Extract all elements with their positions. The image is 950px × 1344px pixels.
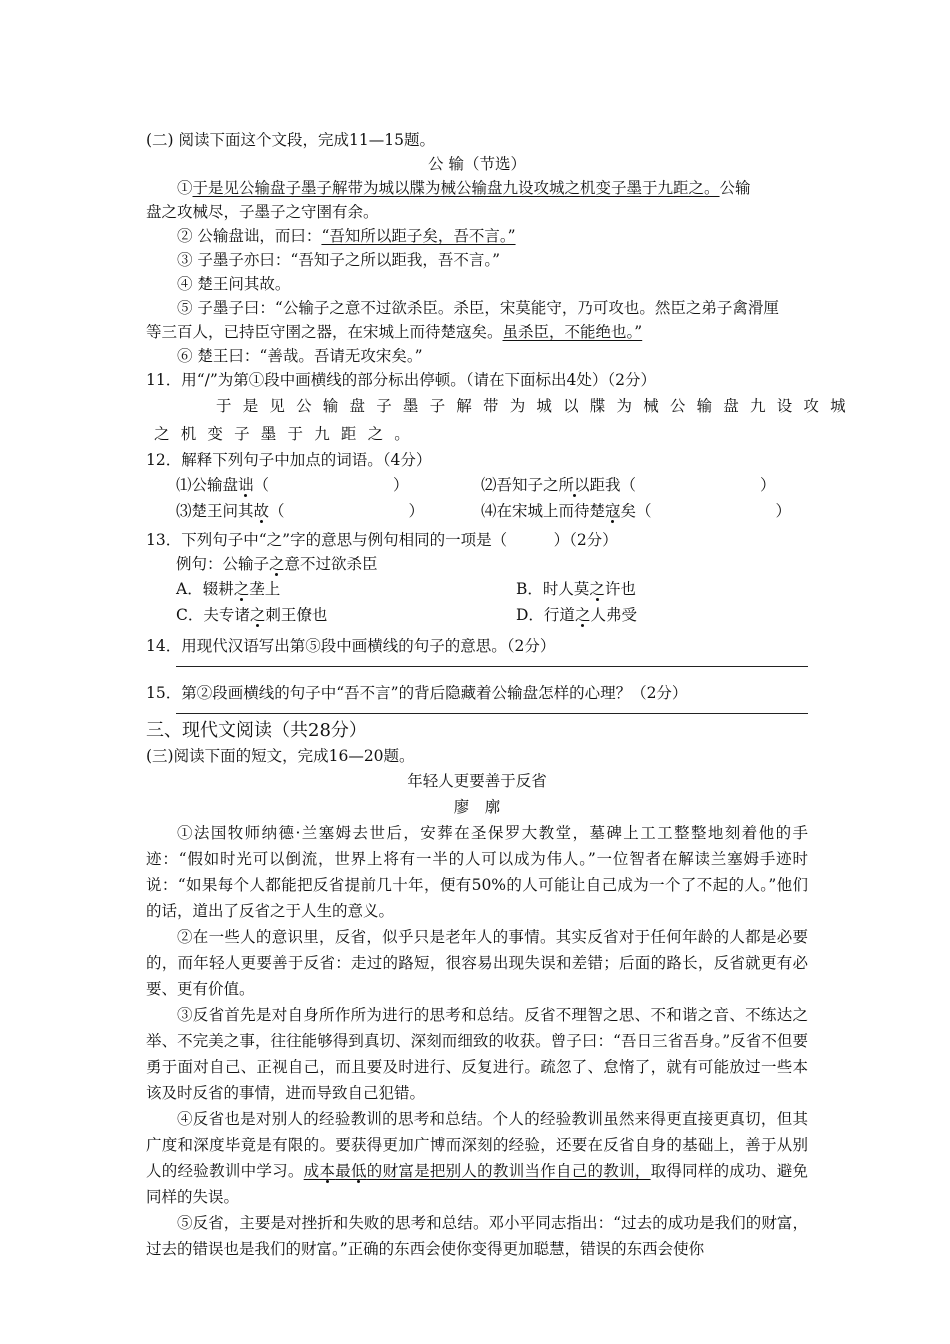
q11-text-line1: 于是见公输盘子墨子解带为城以牒为械公输盘九设攻城 bbox=[216, 397, 857, 415]
part3-intro: (三)阅读下面的短文，完成16—20题。 bbox=[146, 747, 415, 765]
q13-example: 例句：公输子之意不过欲杀臣 bbox=[176, 555, 378, 573]
classical-p1-line1: ①于是见公输盘子墨子解带为城以牒为械公输盘九设攻城之机变子墨于九距之。公输 bbox=[177, 179, 751, 197]
modern-p1: ①法国牧师纳德·兰塞姆去世后，安葬在圣保罗大教堂，墓碑上工工整整地刻着他的手迹：“假如时光可以倒流，世界上将有一半的人可以成为伟人。”一位智者在解读兰塞姆手迹时说：“如果每个人都能把反省提前几十年，便有50%的人可能让自己成为一个了不起的人。”他们的话，道出了反省之于人生的意义。 bbox=[146, 824, 808, 920]
q13-option-a: A．辍耕之垄上 bbox=[176, 580, 281, 598]
q14-answer-line[interactable] bbox=[176, 666, 808, 667]
q13-row1 bbox=[146, 576, 808, 602]
question-14: 14．用现代汉语写出第⑤段中画横线的句子的意思。（2分） bbox=[146, 637, 556, 655]
modern-p3: ③反省首先是对自身所作所为进行的思考和总结。反省不理智之思、不和谐之音、不练达之举、不完美之事，往往能够得到真切、深刻而细致的收获。曾子曰：“吾日三省吾身。”反省不但要勇于面对自己、正视自己，而且要及时进行、反复进行。疏忽了、怠惰了，就有可能放过一些本该及时反省的事情，进而导致自己犯错。 bbox=[146, 1006, 808, 1102]
p4-underlined-sentence: 成本最低的财富是把别人的教训当作自己的教训， bbox=[303, 1162, 651, 1180]
modern-title: 年轻人更要善于反省 bbox=[407, 772, 547, 790]
modern-p2: ②在一些人的意识里，反省，似乎只是老年人的事情。其实反省对于任何年龄的人都是必要的，而年轻人更要善于反省：走过的路短，很容易出现失误和差错；后面的路长，反省就更有必要、更有价值。 bbox=[146, 928, 808, 998]
question-12: 12．解释下列句子中加点的词语。（4分） bbox=[146, 451, 432, 469]
exam-page bbox=[146, 128, 857, 1262]
classical-p5-line2: 等三百人，已持臣守圉之器，在宋城上而待楚寇矣。虽杀臣，不能绝也。” bbox=[146, 323, 643, 341]
section-3-heading: 三、现代文阅读（共28分） bbox=[146, 720, 367, 741]
classical-p4: ④ 楚王问其故。 bbox=[177, 275, 291, 293]
p5-underlined-sentence: 虽杀臣，不能绝也。” bbox=[502, 323, 643, 341]
q13-option-d: D．行道之人弗受 bbox=[516, 606, 637, 624]
question-13: 13．下列句子中“之”字的意思与例句相同的一项是（ ）（2分） bbox=[146, 531, 618, 549]
q12-row1 bbox=[146, 472, 808, 498]
modern-author: 廖 廓 bbox=[453, 798, 501, 816]
classical-p6: ⑥ 楚王曰：“善哉。吾请无攻宋矣。” bbox=[177, 347, 423, 365]
q15-answer-line[interactable] bbox=[176, 713, 808, 714]
q12-item-a: ⑴公输盘诎（ ） bbox=[176, 476, 409, 494]
classical-p1-line2: 盘之攻械尽，子墨子之守圉有余。 bbox=[146, 203, 379, 221]
q13-option-b: B．时人莫之许也 bbox=[516, 580, 636, 598]
q13-row2 bbox=[146, 602, 808, 628]
part2-intro: (二) 阅读下面这个文段，完成11—15题。 bbox=[146, 131, 435, 149]
q12-item-c: ⑶楚王问其故（ ） bbox=[176, 502, 425, 520]
modern-p4: ④反省也是对别人的经验教训的思考和总结。个人的经验教训虽然来得更直接更真切，但其广度和深度毕竟是有限的。要获得更加广博而深刻的经验，还要在反省自身的基础上，善于从别人的经验教训中学习。成本最低的财富是把别人的教训当作自己的教训，取得同样的成功、避免同样的失误。 bbox=[146, 1110, 808, 1206]
p1-underlined-sentence: 于是见公输盘子墨子解带为城以牒为械公输盘九设攻城之机变子墨于九距之。 bbox=[192, 179, 720, 197]
q12-item-d: ⑷在宋城上而待楚寇矣（ ） bbox=[481, 502, 792, 520]
q12-item-b: ⑵吾知子之所以距我（ ） bbox=[481, 476, 776, 494]
classical-title: 公 输（节选） bbox=[428, 155, 526, 173]
p2-underlined-sentence: “吾知所以距子矣，吾不言。” bbox=[321, 227, 516, 245]
classical-p2: ② 公输盘诎，而曰：“吾知所以距子矣，吾不言。” bbox=[177, 227, 516, 245]
classical-p5-line1: ⑤ 子墨子曰：“公输子之意不过欲杀臣。杀臣，宋莫能守，乃可攻也。然臣之弟子禽滑厘 bbox=[177, 299, 779, 317]
question-15: 15．第②段画横线的句子中“吾不言”的背后隐藏着公输盘怎样的心理？（2分） bbox=[146, 684, 688, 702]
q13-option-c: C．夫专诸之刺王僚也 bbox=[176, 606, 328, 624]
q12-row2 bbox=[146, 498, 808, 524]
question-11: 11．用“/”为第①段中画横线的部分标出停顿。（请在下面标出4处）（2分） bbox=[146, 371, 657, 389]
classical-p3: ③ 子墨子亦曰：“吾知子之所以距我，吾不言。” bbox=[177, 251, 501, 269]
q11-text-line2: 之机变子墨于九距之。 bbox=[154, 425, 422, 443]
modern-p5: ⑤反省，主要是对挫折和失败的思考和总结。邓小平同志指出：“过去的成功是我们的财富，过去的错误也是我们的财富。”正确的东西会使你变得更加聪慧，错误的东西会使你 bbox=[146, 1214, 808, 1258]
